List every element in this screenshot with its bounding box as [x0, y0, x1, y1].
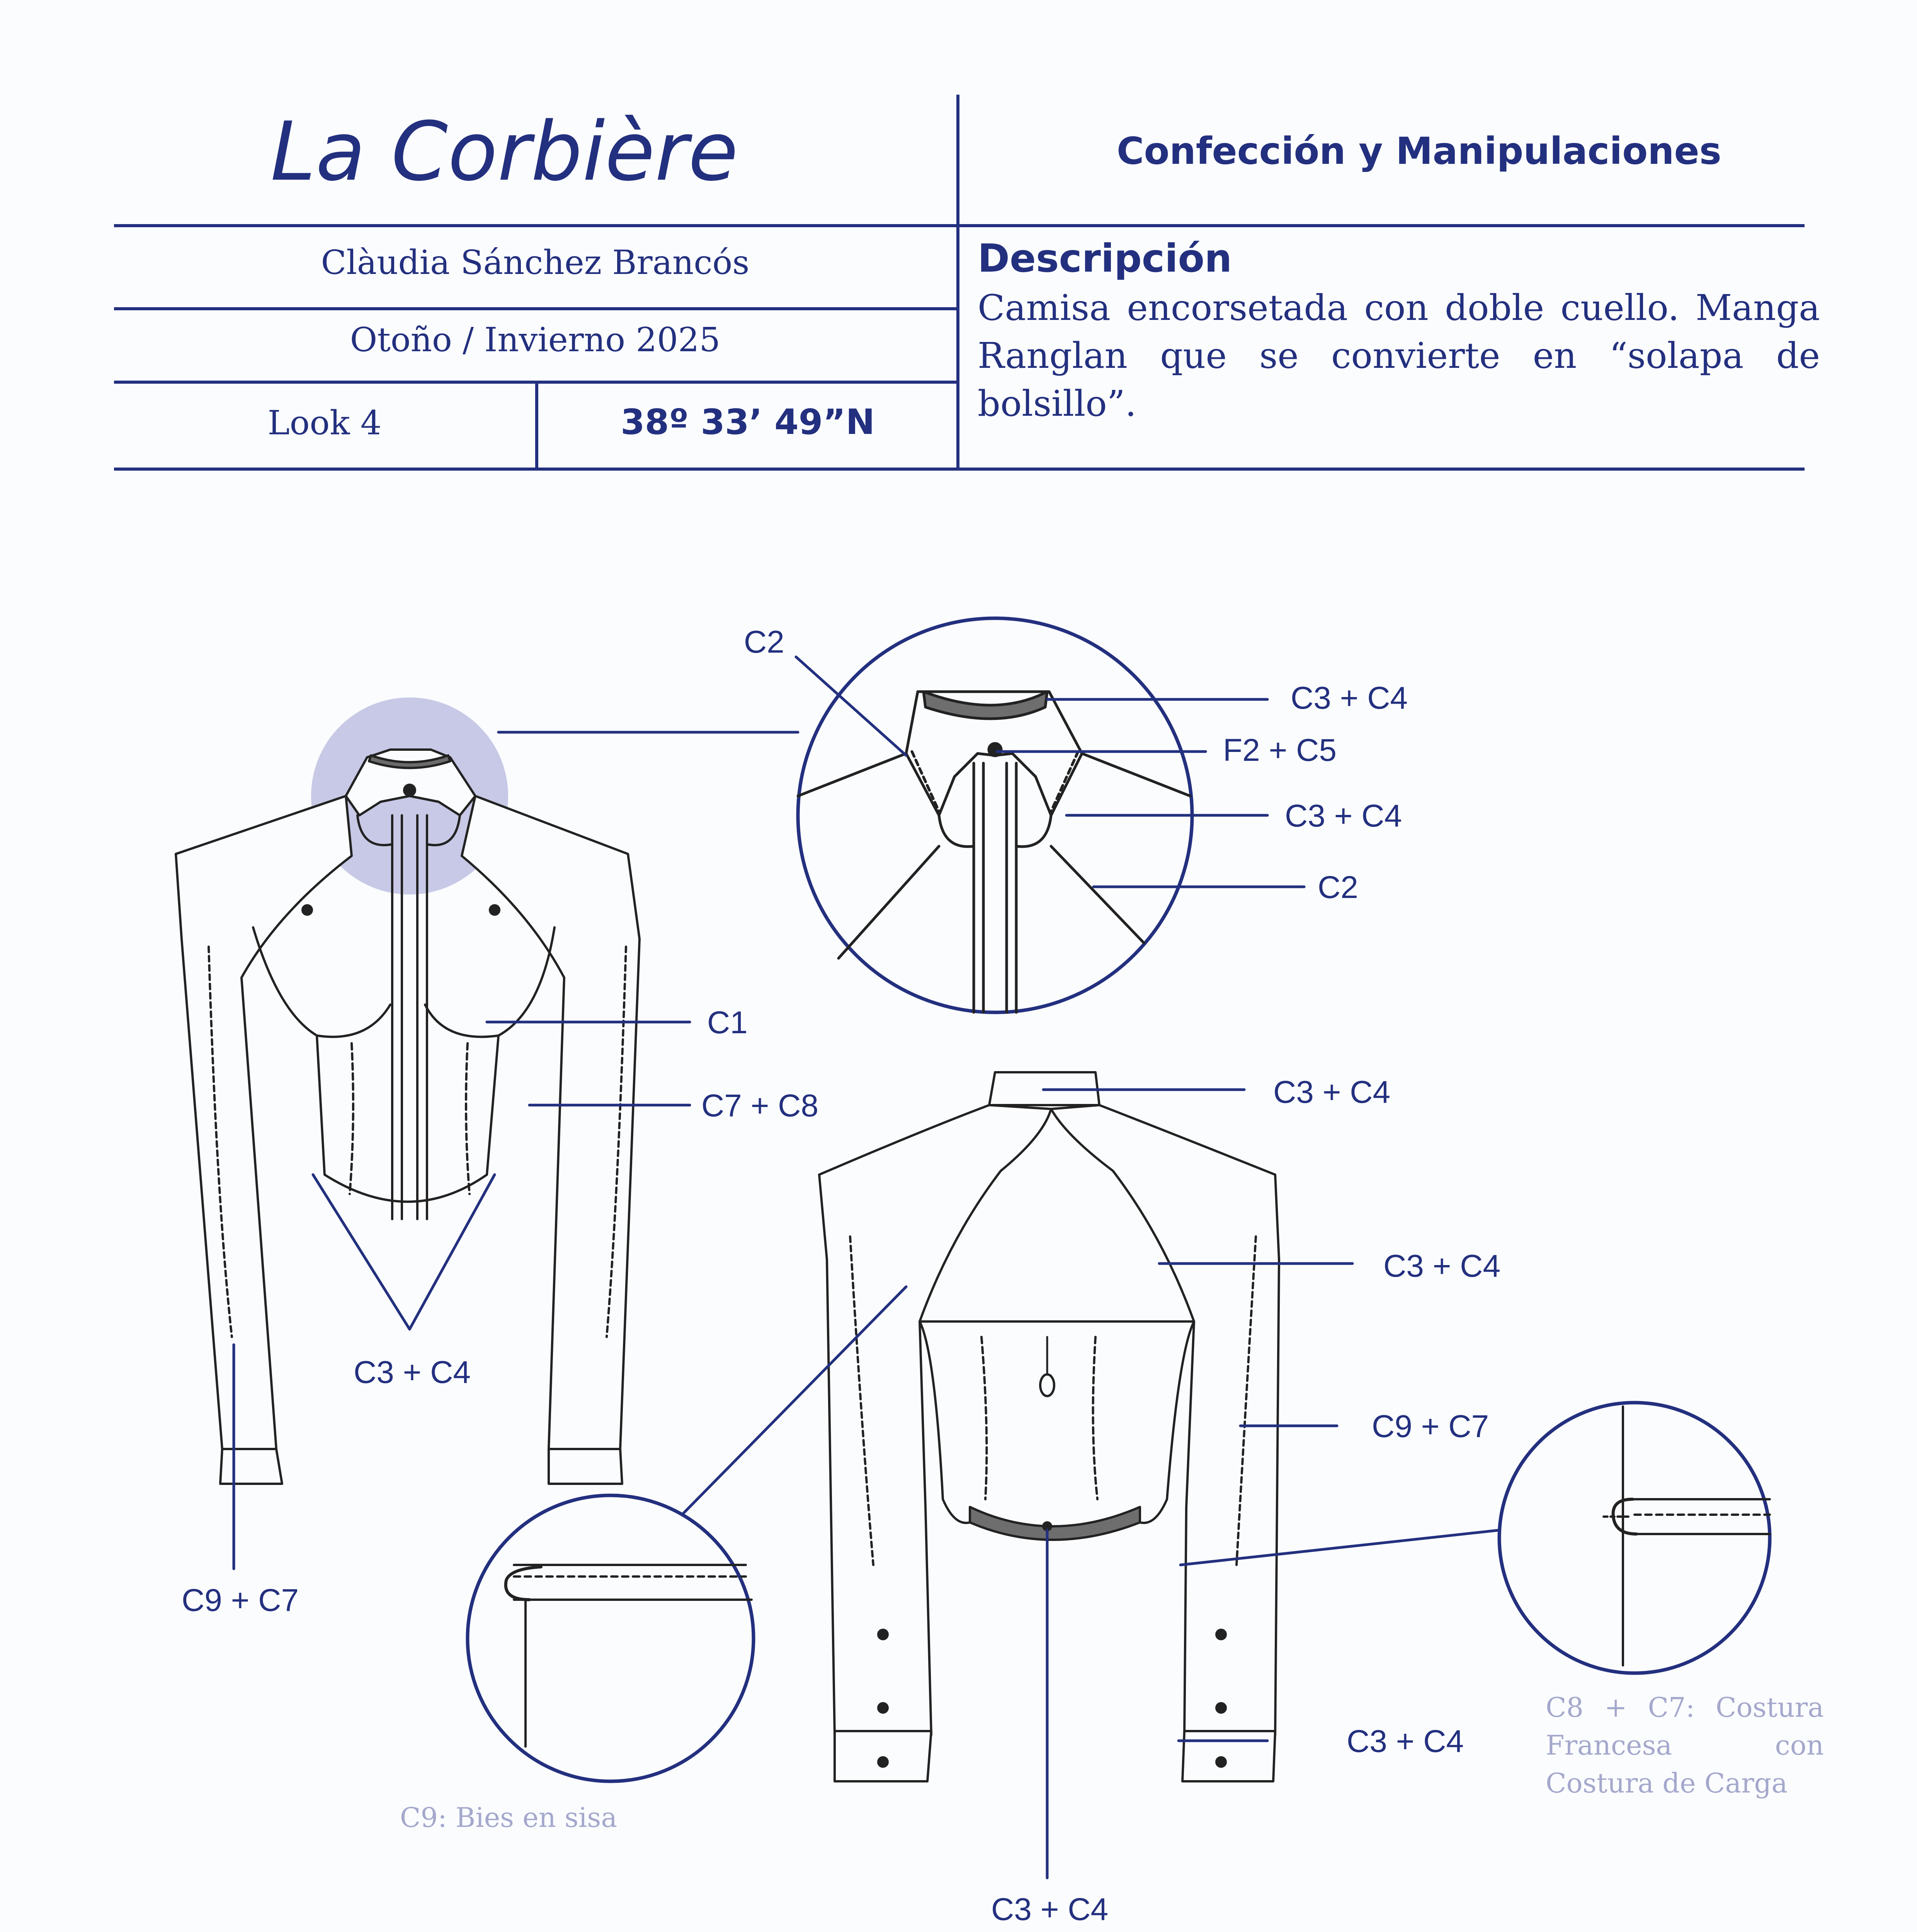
callout-back-cuff: C3 + C4 — [1347, 1724, 1464, 1759]
callout-front-c1: C1 — [707, 1005, 748, 1040]
note-right-detail: C8 + C7: Costura Francesa con Costura de Carga — [1546, 1692, 1824, 1799]
callout-collar-c3c4-1: C3 + C4 — [1291, 680, 1408, 716]
designer-name: Clàudia Sánchez Brancós — [321, 243, 750, 282]
look-number: Look 4 — [267, 404, 382, 442]
brand-title: La Corbière — [270, 104, 738, 199]
season: Otoño / Invierno 2025 — [350, 321, 721, 359]
back-view-sketch — [819, 1072, 1279, 1781]
description-heading: Descripción — [978, 236, 1232, 281]
callout-collar-c3c4-2: C3 + C4 — [1285, 798, 1402, 833]
front-body-outline — [176, 796, 352, 1484]
section-title: Confección y Manipulaciones — [1117, 129, 1721, 173]
callout-back-sleeve: C9 + C7 — [1372, 1409, 1489, 1444]
coordinates: 38º 33’ 49”N — [621, 402, 875, 442]
back-body-outline — [819, 1105, 1051, 1735]
callout-back-yoke: C3 + C4 — [1383, 1248, 1501, 1284]
callout-back-collar: C3 + C4 — [1273, 1075, 1391, 1110]
right-seam-detail — [1499, 1403, 1770, 1673]
callout-collar-f2c5: F2 + C5 — [1223, 733, 1337, 768]
callout-front-c3c4: C3 + C4 — [354, 1355, 471, 1390]
callout-front-c7c8: C7 + C8 — [701, 1088, 819, 1123]
callout-back-bottom: C3 + C4 — [991, 1892, 1109, 1927]
left-seam-detail — [468, 1495, 754, 1781]
callout-front-c9c7: C9 + C7 — [182, 1583, 299, 1618]
callout-collar-c2-right: C2 — [1318, 870, 1358, 905]
callout-collar-c2: C2 — [744, 624, 784, 660]
description-text: Camisa encorsetada con doble cuello. Manga Ranglan que se convierte en “solapa de bolsillo”. — [978, 287, 1820, 425]
note-left-detail: C9: Bies en sisa — [400, 1802, 617, 1833]
